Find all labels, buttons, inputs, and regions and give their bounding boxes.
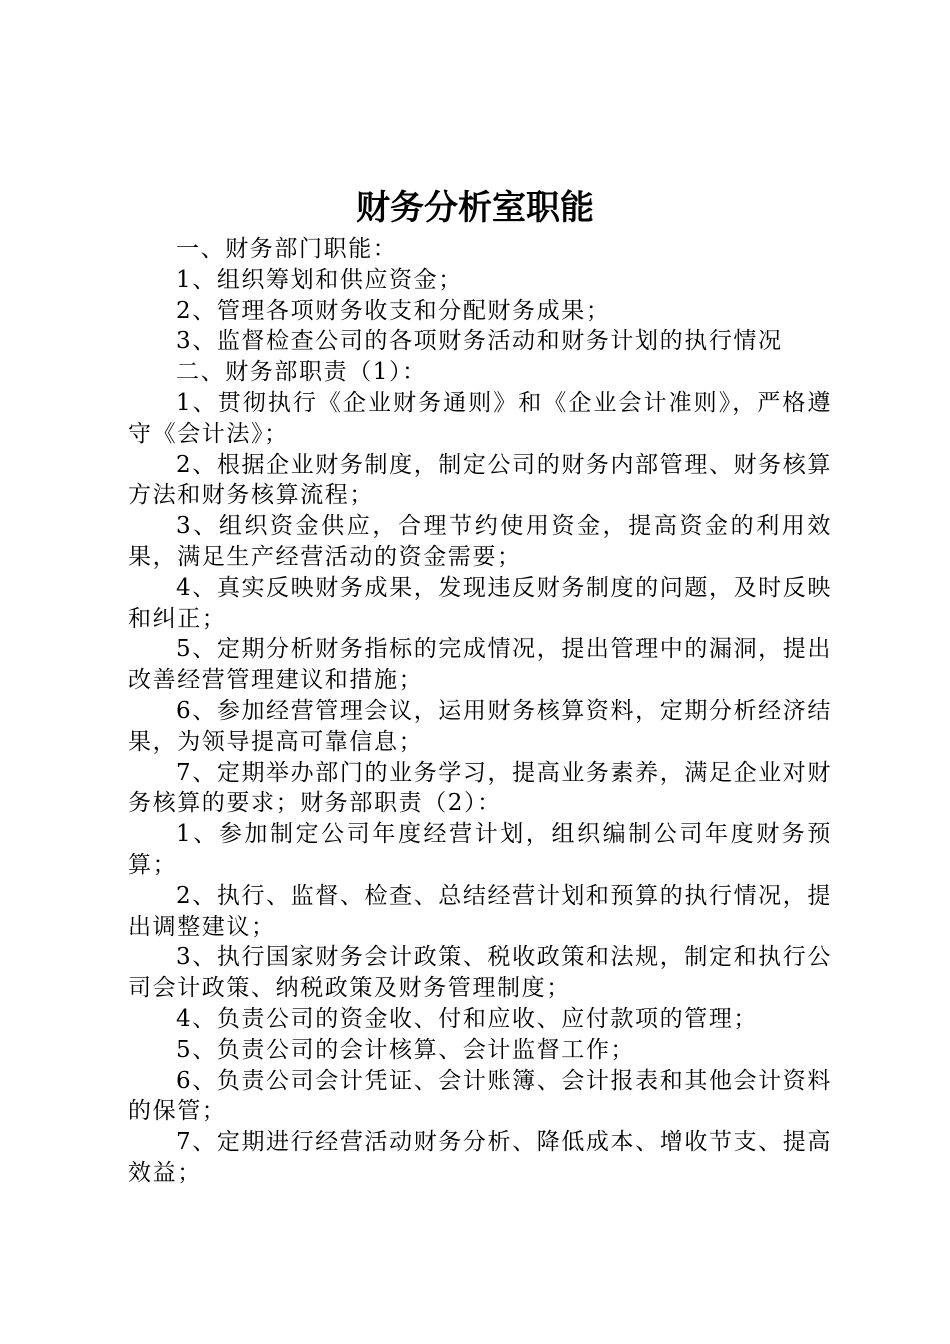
paragraph-duty-a3: 3、组织资金供应，合理节约使用资金，提高资金的利用效果，满足生产经营活动的资金需要； [128, 513, 832, 570]
document-body [128, 234, 832, 1189]
paragraph-duty-a7: 7、定期举办部门的业务学习，提高业务素养，满足企业对财务核算的要求；财务部职责（2）： [128, 759, 832, 817]
paragraph-duty-b2: 2、执行、监督、检查、总结经营计划和预算的执行情况，提出调整建议； [128, 882, 832, 940]
paragraph-duty-b4: 4、负责公司的资金收、付和应收、应付款项的管理； [176, 1005, 759, 1032]
paragraph-duty-a4: 4、真实反映财务成果，发现违反财务制度的问题，及时反映和纠正； [128, 574, 832, 632]
paragraph-function-2: 2、管理各项财务收支和分配财务成果； [176, 297, 611, 324]
document-title: 财务分析室职能 [356, 188, 594, 228]
paragraph-duty-b7: 7、定期进行经营活动财务分析、降低成本、增收节支、提高效益； [128, 1129, 832, 1186]
paragraph-function-1: 1、组织筹划和供应资金； [176, 266, 463, 293]
paragraph-dept-functions-heading: 一、财务部门职能： [176, 236, 398, 262]
paragraph-duty-b1: 1、参加制定公司年度经营计划，组织编制公司年度财务预算； [128, 821, 832, 878]
paragraph-duty-a2: 2、根据企业财务制度，制定公司的财务内部管理、财务核算方法和财务核算流程； [128, 451, 832, 509]
paragraph-duties-1-heading: 二、财务部职责（1）： [176, 359, 427, 386]
paragraph-function-3: 3、监督检查公司的各项财务活动和财务计划的执行情况 [176, 328, 783, 355]
paragraph-duty-b3: 3、执行国家财务会计政策、税收政策和法规，制定和执行公司会计政策、纳税政策及财务管理制度； [128, 944, 832, 1002]
paragraph-duty-a5: 5、定期分析财务指标的完成情况，提出管理中的漏洞，提出改善经营管理建议和措施； [128, 636, 832, 694]
paragraph-duty-b6: 6、负责公司会计凭证、会计账簿、会计报表和其他会计资料的保管； [128, 1067, 832, 1125]
paragraph-duty-a6: 6、参加经营管理会议，运用财务核算资料，定期分析经济结果，为领导提高可靠信息； [128, 697, 832, 755]
paragraph-duty-a1: 1、贯彻执行《企业财务通则》和《企业会计准则》，严格遵守《会计法》； [128, 389, 832, 447]
paragraph-duty-b5: 5、负责公司的会计核算、会计监督工作； [176, 1036, 636, 1063]
